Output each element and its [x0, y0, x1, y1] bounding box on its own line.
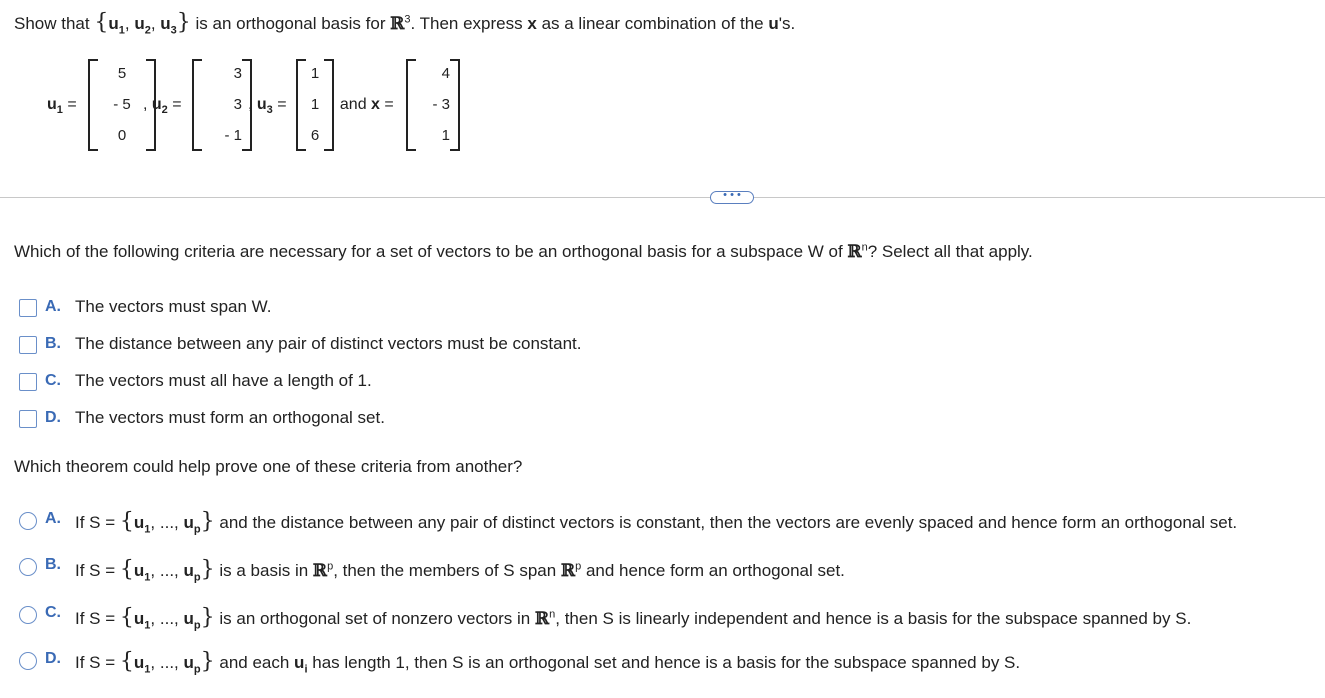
q2-option-d-letter: D. [45, 650, 61, 667]
u1-entry-2: - 5 [113, 96, 131, 113]
q2-option-a-radio[interactable] [19, 512, 37, 530]
q2-option-d-text[interactable]: If $S = \{u_1$, ..., $u_p$} and each $u_i$ has length 1, then S is an orthogonal set and hence is a basis for the subspace spanned by S. [75, 649, 1021, 676]
q1-option-b-text[interactable]: The distance between any pair of distinct vectors must be constant. [75, 334, 582, 353]
u2-vector [192, 59, 252, 151]
q1-option-d-checkbox[interactable] [19, 410, 37, 428]
q2-option-a-letter: A. [45, 510, 61, 527]
u3-entry-2: 1 [310, 96, 320, 113]
q1-option-a-letter: A. [45, 298, 61, 315]
q1-option-c-text[interactable]: The vectors must all have a length of 1. [75, 371, 372, 390]
right-brace: } [176, 10, 191, 35]
u2-entry-3: - 1 [224, 127, 242, 144]
u3-vector [296, 59, 334, 151]
problem-statement: Show that {$u_1$, $u_2$, $u_3$} is an orthogonal basis for ℝ$^3$. Then express x as a linear combination of the u's. [14, 10, 796, 37]
u3-entry-1: 1 [310, 65, 320, 82]
q2-option-d-radio[interactable] [19, 652, 37, 670]
x-entry-2: - 3 [432, 96, 450, 113]
q1-option-d-text[interactable]: The vectors must form an orthogonal set. [75, 408, 385, 427]
q1-option-a-text[interactable]: The vectors must span W. [75, 297, 272, 316]
u2-label: , $u_2$ = [143, 96, 182, 117]
section-divider [0, 197, 1325, 198]
q2-option-b-letter: B. [45, 556, 61, 573]
q2-option-c-text[interactable]: If $S = \{u_1$, ..., $u_p$} is an orthogonal set of nonzero vectors in ℝ$^n$, then S is linearly independent and hence is a basis for the subspace spanned by S. [75, 605, 1192, 632]
q1-option-c-checkbox[interactable] [19, 373, 37, 391]
q2-option-b-radio[interactable] [19, 558, 37, 576]
u3-label: , $u_3$ = [248, 96, 287, 117]
q2-option-b-text[interactable]: If $S = \{u_1$, ..., $u_p$} is a basis in ℝ$^p$, then the members of S span ℝ$^p$ and hence form an orthogonal set. [75, 557, 845, 584]
q2-option-c-radio[interactable] [19, 606, 37, 624]
u2-entry-1: 3 [233, 65, 242, 82]
x-entry-3: 1 [441, 127, 450, 144]
x-label: , and x = [331, 96, 394, 113]
u1-entry-1: 5 [117, 65, 127, 82]
u1-label: $u_1$ = [47, 96, 77, 117]
question-2-text: Which theorem could help prove one of these criteria from another? [14, 457, 523, 476]
question-1-text: Which of the following criteria are necessary for a set of vectors to be an orthogonal basis for a subspace W of ℝ$^n$? Select all that apply. [14, 241, 1033, 262]
u1-entry-3: 0 [117, 127, 127, 144]
u3-entry-3: 6 [310, 127, 320, 144]
u2-entry-2: 3 [233, 96, 242, 113]
x-vector [406, 59, 460, 151]
x-entry-1: 4 [441, 65, 450, 82]
left-brace: { [94, 10, 109, 35]
q1-option-d-letter: D. [45, 409, 61, 426]
q2-option-a-text[interactable]: If $S = \{u_1$, ..., $u_p$} and the distance between any pair of distinct vectors is constant, then the vectors are evenly spaced and hence form an orthogonal set. [75, 509, 1238, 536]
expand-more-button[interactable]: • • • [710, 191, 754, 204]
q1-option-a-checkbox[interactable] [19, 299, 37, 317]
q1-option-b-checkbox[interactable] [19, 336, 37, 354]
q1-option-b-letter: B. [45, 335, 61, 352]
q2-option-c-letter: C. [45, 604, 61, 621]
q1-option-c-letter: C. [45, 372, 61, 389]
